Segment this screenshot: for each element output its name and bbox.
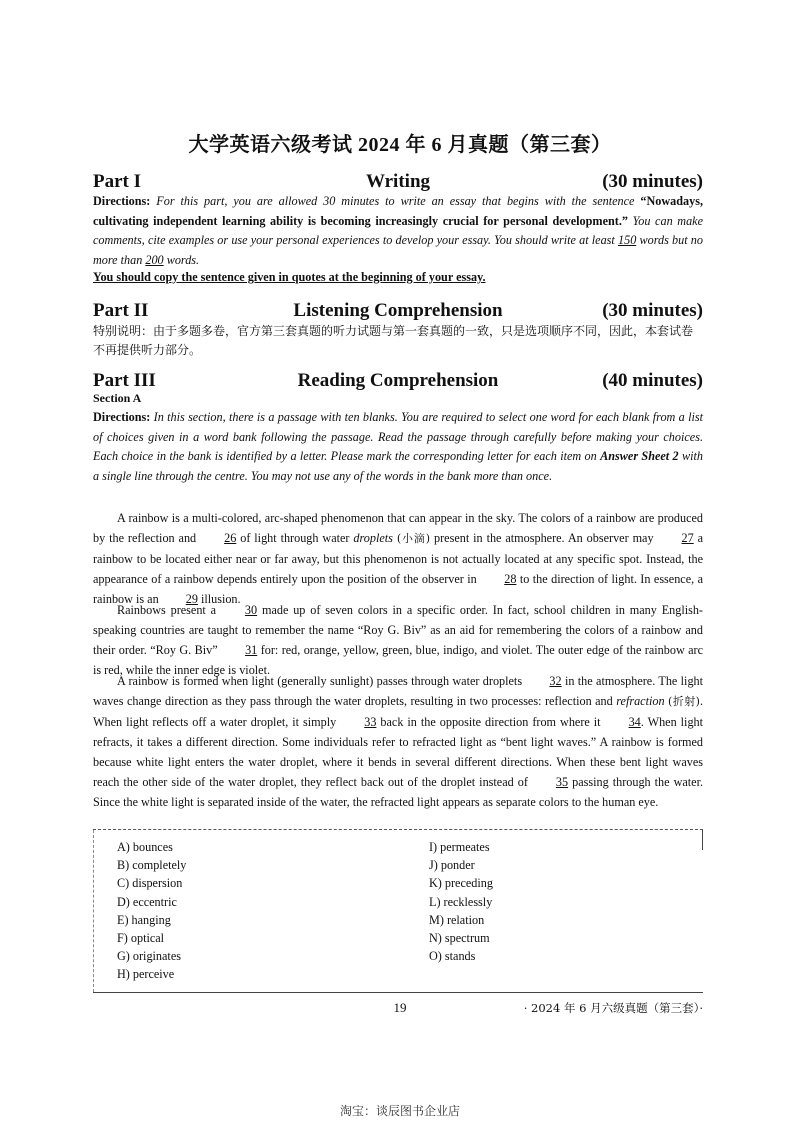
part2-note: 特别说明：由于多题多卷，官方第三套真题的听力试题与第一套真题的一致，只是选项顺序不同，因此，本套试卷不再提供听力部分。	[93, 324, 694, 357]
directions-text: with a single line through the centre. You may not use any of the words in the bank more than once.	[93, 449, 704, 484]
min-words: 150	[618, 233, 637, 248]
section-a-label: Section A	[93, 391, 142, 405]
passage-text: a rainbow to be located either near or far away, but this phenomenon is not actually located at any specific spot. Instead, the appearance of a rainbow depends entirely upon the position of the observer in	[93, 531, 704, 586]
blank-31[interactable]: 31	[245, 643, 258, 657]
directions-text: words but no more than	[93, 233, 703, 268]
word-option[interactable]: L) recklessly	[429, 894, 493, 909]
blank-29[interactable]: 29	[185, 592, 198, 606]
part1-number: Part I	[93, 171, 142, 192]
passage-text: to the direction of light. In essence, a rainbow is an	[93, 572, 704, 606]
directions-label: Directions:	[93, 194, 151, 208]
passage-paragraph-2	[93, 600, 703, 680]
part2-number: Part II	[93, 300, 149, 321]
word-option[interactable]: I) permeates	[429, 840, 490, 854]
word-option[interactable]: G) originates	[117, 949, 181, 964]
part3-name: Reading Comprehension	[297, 370, 499, 391]
part3-directions	[93, 408, 703, 487]
bank-border-left	[93, 830, 95, 992]
footer-label: · 2024 年 6 月六级真题（第三套）·	[523, 1001, 703, 1015]
part3-header	[93, 370, 703, 396]
word-option[interactable]: F) optical	[117, 931, 165, 946]
part2-name: Listening Comprehension	[293, 300, 503, 321]
word-bank-left-column	[117, 838, 186, 984]
part1-directions	[93, 192, 703, 271]
answer-sheet-ref: Answer Sheet 2	[600, 449, 679, 464]
word-bank	[93, 829, 703, 993]
passage-text: Rainbows present a	[117, 603, 217, 617]
blank-26[interactable]: 26	[224, 531, 237, 545]
passage-text: . When light reflects off a water droplet, it simply	[93, 694, 704, 729]
blank-27[interactable]: 27	[681, 531, 694, 545]
passage-text: of light through water	[240, 531, 350, 545]
blank-33[interactable]: 33	[364, 715, 377, 729]
max-words: 200	[145, 253, 164, 268]
passage-paragraph-3	[93, 671, 703, 812]
passage-text: A rainbow is formed when light (generally sunlight) passes through water droplets	[117, 674, 523, 688]
passage-text: present in the atmosphere. An observer may	[434, 531, 654, 545]
page-title: 大学英语六级考试 2024 年 6 月真题（第三套）	[188, 134, 612, 156]
blank-32[interactable]: 32	[549, 674, 562, 688]
page-number: 19	[393, 1000, 407, 1015]
part2-time: (30 minutes)	[602, 300, 703, 321]
word-option[interactable]: J) ponder	[429, 858, 475, 873]
glossed-word: droplets	[353, 531, 393, 545]
word-option[interactable]: K) preceding	[429, 876, 493, 891]
word-option[interactable]: D) eccentric	[117, 894, 177, 909]
passage-text: passing through the water. Since the white light is separated inside of the water, the refracted light appears as separate colors to the human eye.	[93, 775, 704, 809]
glossed-word: refraction	[616, 694, 665, 708]
chinese-gloss: (小滴)	[396, 532, 431, 545]
passage-text: back in the opposite direction from where it	[380, 715, 601, 729]
directions-text: words.	[166, 253, 200, 268]
shop-watermark: 淘宝：谈辰图书企业店	[339, 1104, 460, 1118]
part3-number: Part III	[93, 370, 156, 391]
word-option[interactable]: M) relation	[429, 912, 485, 927]
word-option[interactable]: H) perceive	[117, 967, 175, 982]
chinese-gloss: (折射)	[668, 695, 700, 708]
word-option[interactable]: N) spectrum	[429, 931, 490, 946]
part1-name: Writing	[365, 171, 431, 192]
essay-prompt-quote: “Nowadays, cultivating independent learning ability is becoming increasingly crucial for personal development.”	[93, 194, 704, 228]
copy-note: You should copy the sentence given in quotes at the beginning of your essay.	[93, 270, 486, 284]
blank-30[interactable]: 30	[244, 603, 258, 617]
directions-text: In this section, there is a passage with ten blanks. You are required to select one word for each blank from a list of choices given in a word bank following the passage. Read the passage through carefully before making your choices. Each choice in the bank is identified by a letter. Please mark the corresponding letter for each item on	[93, 410, 703, 464]
part3-time: (40 minutes)	[602, 370, 703, 391]
blank-34[interactable]: 34	[628, 715, 641, 729]
passage-text: made up of seven colors in a specific order. In fact, school children in many English-speaking countries are taught to remember the name “Roy G. Biv” as an aid for remembering the colors of a rainbow and their order. “Roy G. Biv”	[93, 603, 703, 657]
blank-28[interactable]: 28	[504, 572, 517, 586]
passage-text: A rainbow is a multi-colored, arc-shaped phenomenon that can appear in the sky. The colors of a rainbow are produced by the reflection and	[93, 511, 703, 545]
directions-label: Directions:	[93, 410, 151, 424]
word-option[interactable]: E) hanging	[117, 912, 171, 927]
part1-time: (30 minutes)	[602, 171, 703, 192]
passage-text: for: red, orange, yellow, green, blue, indigo, and violet. The outer edge of the rainbow arc is red, while the inner edge is violet.	[93, 643, 704, 677]
word-option[interactable]: C) dispersion	[117, 876, 183, 891]
blank-35[interactable]: 35	[555, 775, 569, 789]
word-bank-right-column	[429, 838, 493, 965]
directions-text: You can make comments, cite examples or use your personal experiences to develop your essay. You should write at least	[93, 213, 703, 248]
word-option[interactable]: A) bounces	[117, 840, 173, 854]
passage-text: . When light refracts, it takes a different direction. Some individuals refer to refracted light as “bent light waves.” A rainbow is formed because white light enters the water droplet, where it bends in several different directions. When these bent light waves reach the other side of the water droplet, they reflect back out of the droplet instead of	[93, 715, 704, 789]
word-option[interactable]: B) completely	[117, 858, 187, 873]
directions-text: For this part, you are allowed 30 minutes to write an essay that begins with the sentence	[156, 194, 635, 208]
passage-paragraph-1	[93, 508, 703, 609]
word-option[interactable]: O) stands	[429, 949, 476, 964]
bank-border-right	[702, 830, 703, 850]
passage-text: in the atmosphere. The light waves change direction as they pass through the water droplets, resulting in two processes: reflection and	[93, 674, 704, 708]
passage-text: illusion.	[200, 592, 241, 606]
